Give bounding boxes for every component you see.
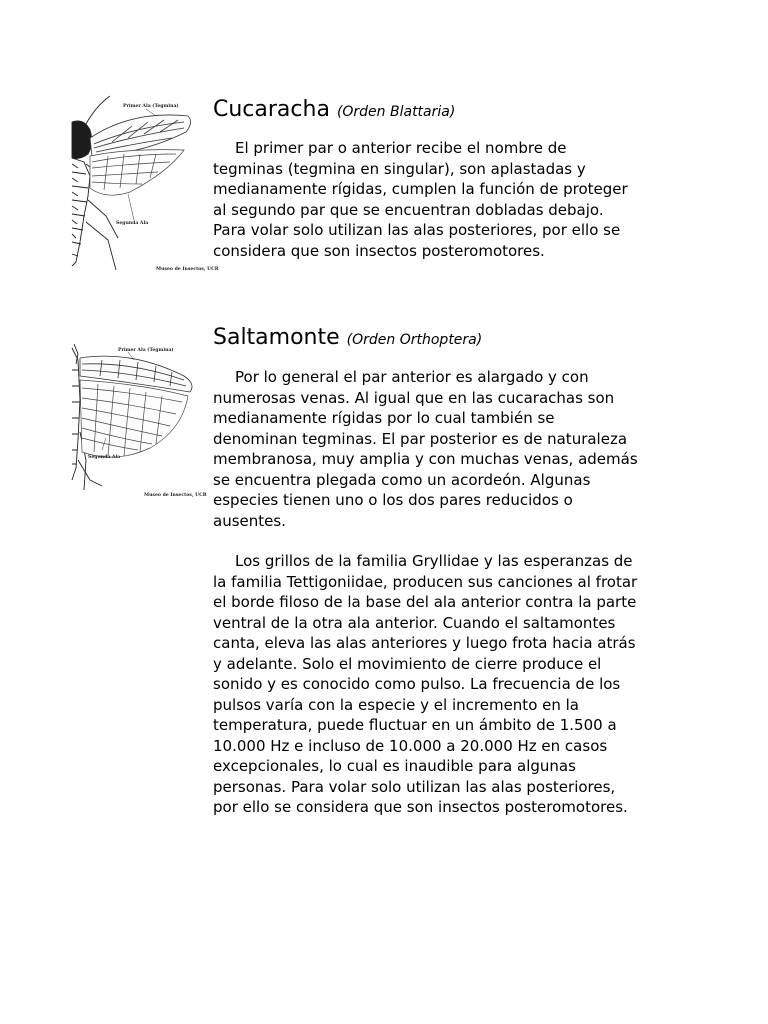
- hindwing-label: Segunda Ala: [116, 221, 149, 226]
- grasshopper-wing-illustration: [72, 340, 212, 504]
- section-cucaracha: [213, 96, 638, 261]
- figure-credit: Museo de Insectos, UCR: [156, 267, 219, 272]
- figure-credit: Museo de Insectos, UCR: [144, 493, 207, 498]
- hindwing-shape: [90, 150, 184, 196]
- section-name: Saltamonte: [213, 325, 340, 350]
- section-saltamonte: [213, 324, 638, 818]
- paragraph: Por lo general el par anterior es alargado y con numerosas venas. Al igual que en las cucarachas son medianamente rígidas por lo cual también se denominan tegminas. El par posterior es de naturaleza membranosa, muy amplia y con muchas venas, además se encuentra plegada como un acordeón. Algunas especies tienen uno o los dos pares reducidos o ausentes.: [213, 368, 638, 530]
- forewing-label: Primer Ala (Tegmina): [118, 348, 174, 353]
- paragraph: El primer par o anterior recibe el nombre de tegminas (tegmina en singular), son aplastadas y medianamente rígidas, cumplen la función de proteger al segundo par que se encuentran dobladas debajo. Para volar solo utilizan las alas posteriores, por ello se considera que son insectos posteromotores.: [213, 139, 628, 260]
- section-title: [213, 324, 638, 354]
- hindwing-label: Segunda Ala: [88, 455, 121, 460]
- section-order: (Orden Orthoptera): [346, 332, 483, 348]
- forewing-label: Primer Ala (Tegmina): [123, 104, 179, 109]
- cockroach-wing-illustration: [72, 92, 219, 274]
- section-title: [213, 96, 638, 126]
- hindwing-shape: [80, 380, 188, 457]
- section-name: Cucaracha: [213, 97, 330, 122]
- section-order: (Orden Blattaria): [336, 104, 456, 120]
- paragraph: Los grillos de la familia Gryllidae y las esperanzas de la familia Tettigoniidae, producen sus canciones al frotar el borde filoso de la base del ala anterior contra la parte ventral de la otra ala anterior. Cuando el saltamontes canta, eleva las alas anteriores y luego frota hacia atrás y adelante. Solo el movimiento de cierre produce el sonido y es conocido como pulso. La frecuencia de los pulsos varía con la especie y el incremento en la temperatura, puede fluctuar en un ámbito de 1.500 a 10.000 Hz e incluso de 10.000 a 20.000 Hz en casos excepcionales, lo cual es inaudible para algunas personas. Para volar solo utilizan las alas posteriores, por ello se considera que son insectos posteromotores.: [213, 552, 638, 816]
